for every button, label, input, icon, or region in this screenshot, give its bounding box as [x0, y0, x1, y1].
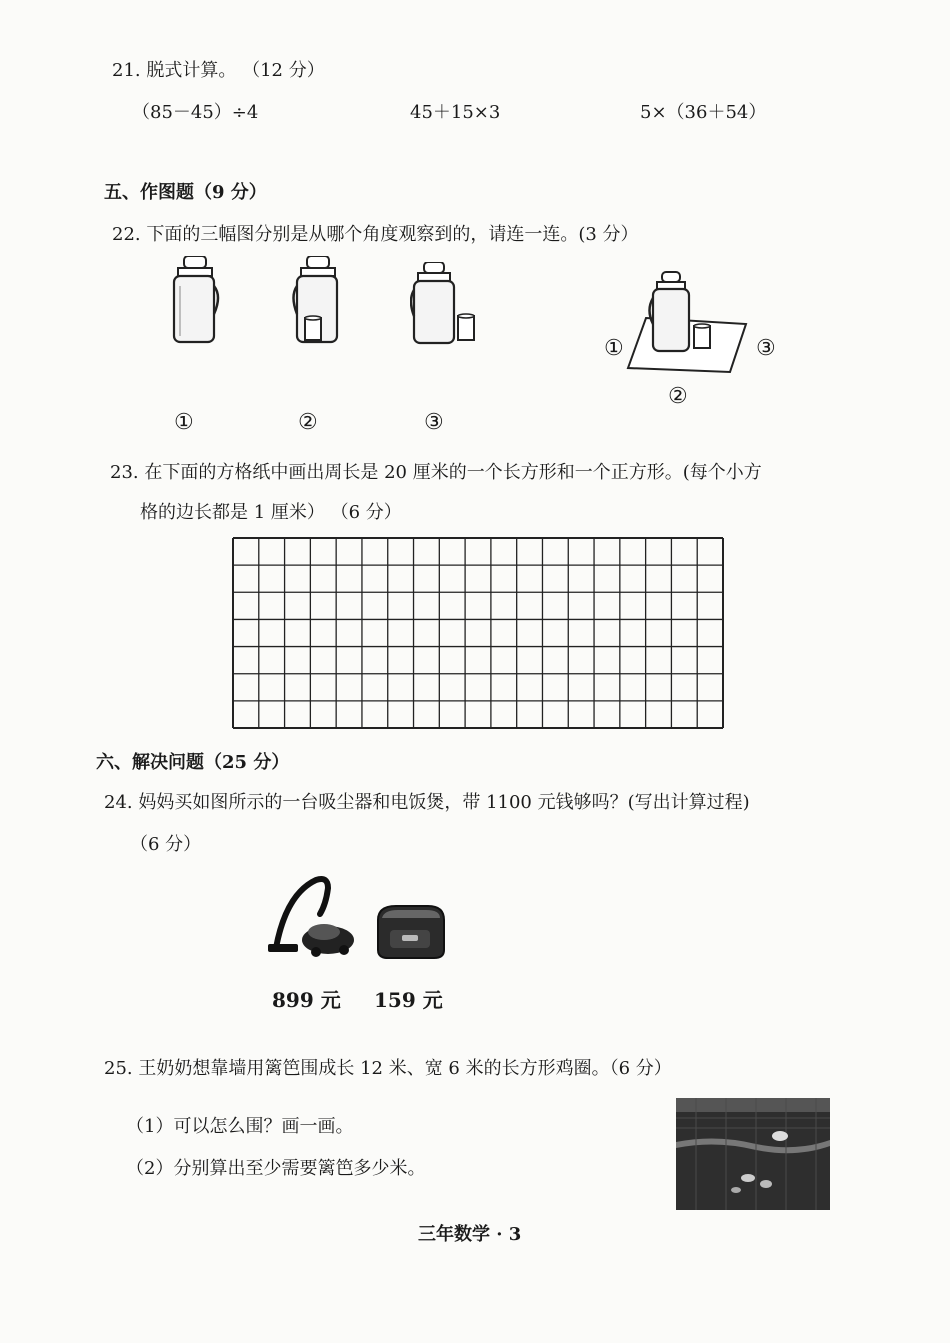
- rice-cooker-image: [372, 900, 450, 962]
- thermos-with-cup-front-view: [290, 256, 346, 346]
- thermos-with-cup-side-view: [410, 262, 480, 346]
- q22-view-label-bottom: ②: [668, 384, 688, 409]
- chicken-coop-photo: [676, 1098, 830, 1210]
- q23-line-1: 23. 在下面的方格纸中画出周长是 20 厘米的一个长方形和一个正方形。(每个小方: [110, 462, 762, 483]
- q22-figure-label-3: ③: [424, 410, 444, 435]
- q24-line-1: 24. 妈妈买如图所示的一台吸尘器和电饭煲，带 1100 元钱够吗？(写出计算过程): [104, 792, 750, 813]
- vacuum-cleaner-image: [266, 874, 358, 958]
- section-6-title: 六、解决问题（25 分）: [96, 752, 290, 773]
- thermos-table-scene: [626, 268, 756, 378]
- rice-cooker-price: 159 元: [374, 988, 443, 1012]
- square-grid-paper[interactable]: [232, 537, 724, 729]
- q24-line-2: （6 分）: [130, 834, 202, 855]
- page-footer: 三年数学 · 3: [418, 1224, 522, 1245]
- section-5-title: 五、作图题（9 分）: [104, 182, 267, 203]
- q22-figure-label-2: ②: [298, 410, 318, 435]
- q25-part-2: （2）分别算出至少需要篱笆多少米。: [126, 1158, 426, 1179]
- q23-line-2: 格的边长都是 1 厘米） （6 分）: [140, 502, 402, 523]
- q21-expression-1: （85－45）÷4: [132, 102, 259, 123]
- vacuum-price: 899 元: [272, 988, 341, 1012]
- q21-title: 21. 脱式计算。 （12 分）: [112, 60, 325, 81]
- q22-figure-label-1: ①: [174, 410, 194, 435]
- q25-title: 25. 王奶奶想靠墙用篱笆围成长 12 米、宽 6 米的长方形鸡圈。（6 分）: [104, 1058, 672, 1079]
- q21-expression-3: 5×（36＋54）: [640, 102, 767, 123]
- thermos-front-view: [168, 256, 224, 346]
- q22-view-label-right: ③: [756, 336, 776, 361]
- q25-part-1: （1）可以怎么围？画一画。: [126, 1116, 354, 1137]
- q21-expression-2: 45＋15×3: [410, 102, 501, 123]
- q22-view-label-left: ①: [604, 336, 624, 361]
- q22-title: 22. 下面的三幅图分别是从哪个角度观察到的，请连一连。(3 分）: [112, 224, 639, 245]
